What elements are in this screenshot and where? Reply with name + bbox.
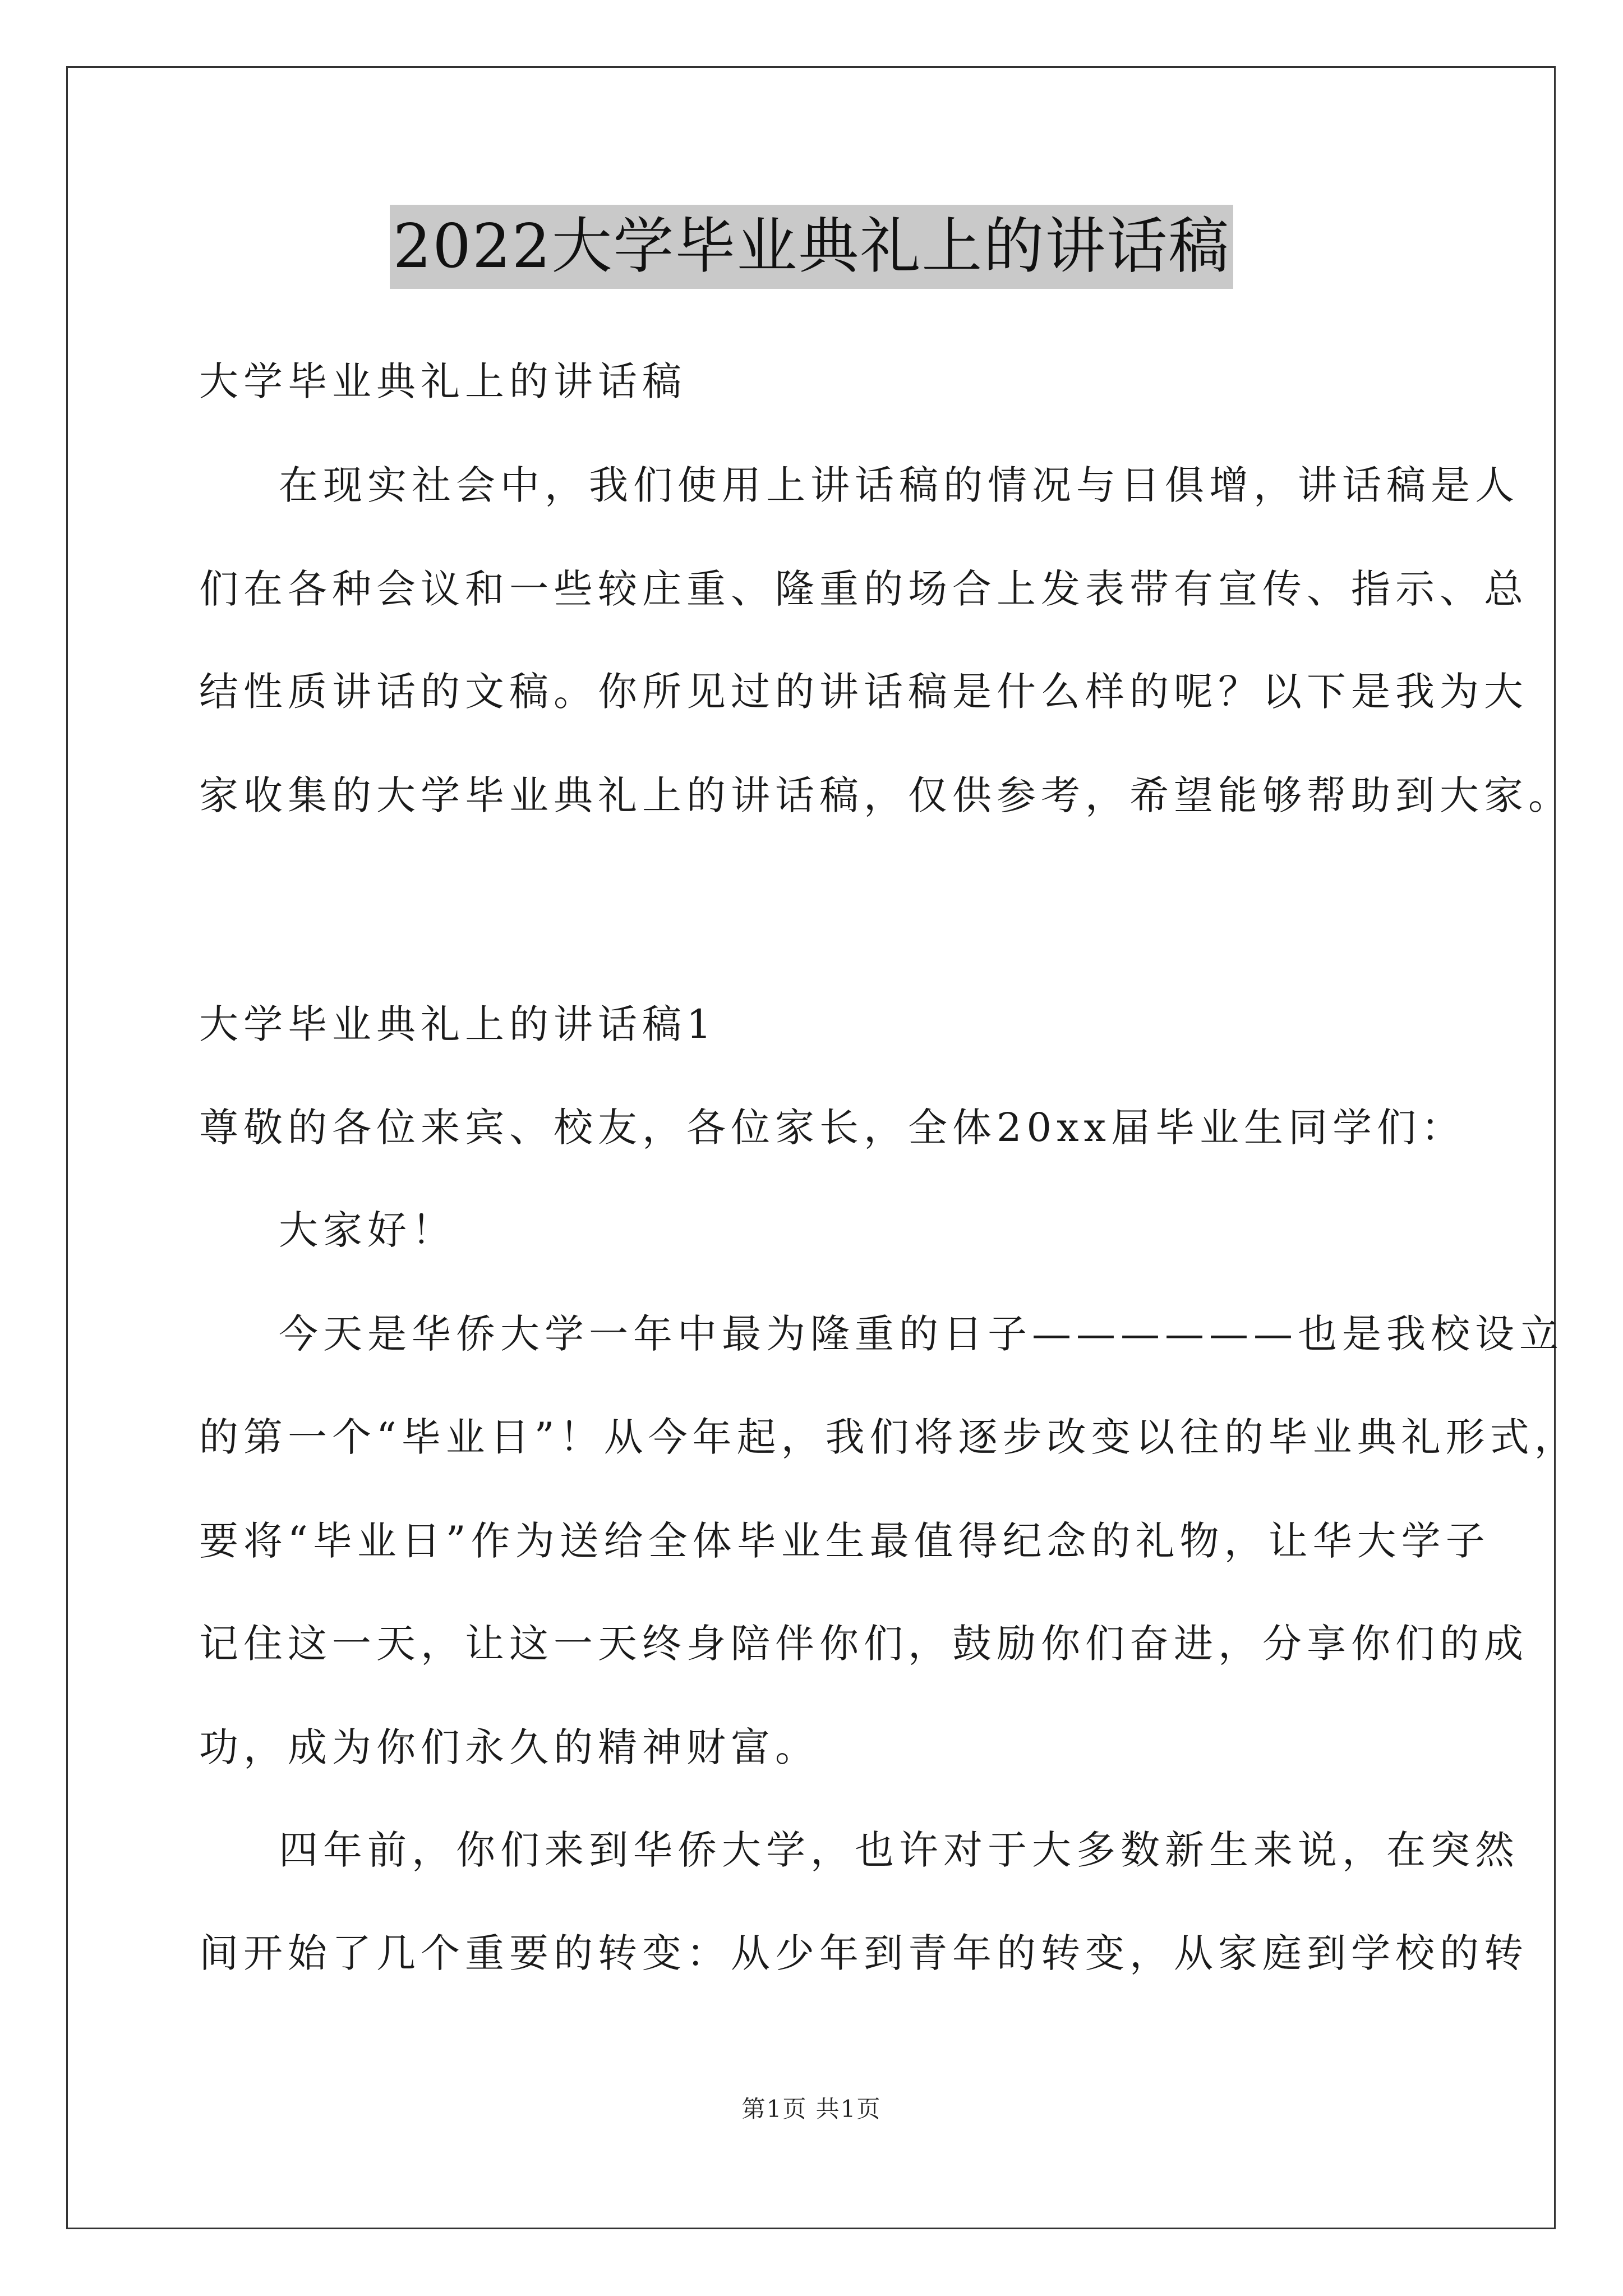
paragraph-line: 间开始了几个重要的转变：从少年到青年的转变，从家庭到学校的转 xyxy=(199,1930,1528,1976)
salutation-line: 尊敬的各位来宾、校友，各位家长，全体20xx届毕业生同学们： xyxy=(199,1105,1466,1151)
paragraph-line: 记住这一天，让这一天终身陪伴你们，鼓励你们奋进，分享你们的成 xyxy=(199,1621,1528,1667)
greeting-line: 大家好！ xyxy=(279,1207,456,1253)
paragraph-line: 功，成为你们永久的精神财富。 xyxy=(199,1724,819,1770)
paragraph-line: 结性质讲话的文稿。你所见过的讲话稿是什么样的呢？以下是我为大 xyxy=(199,669,1528,715)
title-container xyxy=(0,205,1623,289)
document-title: 2022大学毕业典礼上的讲话稿 xyxy=(390,205,1234,289)
paragraph-line: 的第一个“毕业日”！从今年起，我们将逐步改变以往的毕业典礼形式， xyxy=(199,1414,1579,1460)
section-heading: 大学毕业典礼上的讲话稿1 xyxy=(199,1001,717,1047)
paragraph-line: 们在各种会议和一些较庄重、隆重的场合上发表带有宣传、指示、总 xyxy=(199,566,1528,612)
page-footer: 第1页 共1页 xyxy=(741,2095,882,2123)
paragraph-line: 四年前，你们来到华侨大学，也许对于大多数新生来说，在突然 xyxy=(279,1827,1519,1873)
paragraph-line: 家收集的大学毕业典礼上的讲话稿，仅供参考，希望能够帮助到大家。 xyxy=(199,772,1573,818)
paragraph-line: 要将“毕业日”作为送给全体毕业生最值得纪念的礼物，让华大学子 xyxy=(199,1518,1490,1564)
paragraph-line: 在现实社会中，我们使用上讲话稿的情况与日俱增，讲话稿是人 xyxy=(279,462,1519,508)
subtitle-line: 大学毕业典礼上的讲话稿 xyxy=(199,358,686,404)
paragraph-line: 今天是华侨大学一年中最为隆重的日子——————也是我校设立 xyxy=(279,1311,1564,1357)
